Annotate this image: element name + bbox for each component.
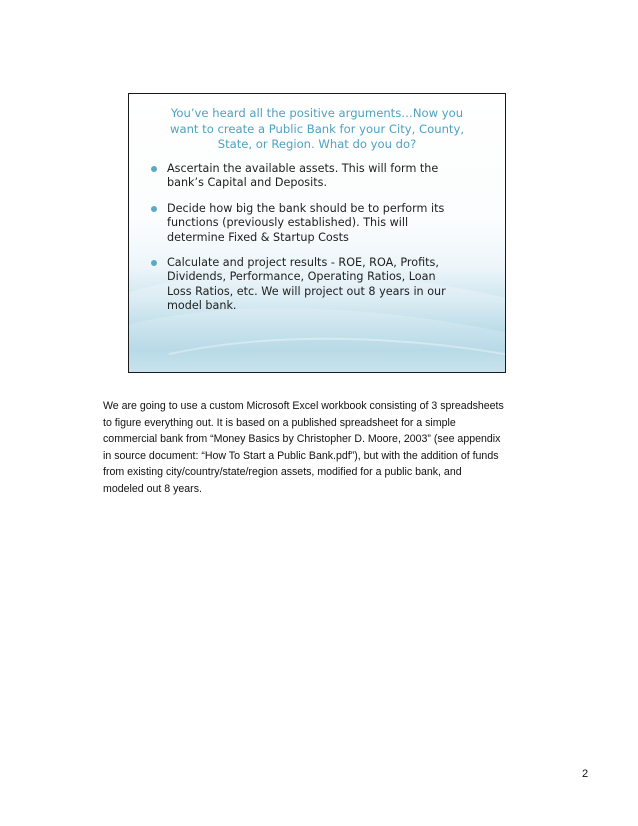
body-line: modeled out 8 years. — [103, 482, 202, 495]
bullet-line: bank’s Capital and Deposits. — [167, 176, 328, 190]
body-line: commercial bank from “Money Basics by Christopher D. Moore, 2003” (see appendix — [103, 433, 501, 446]
slide-title-line: want to create a Public Bank for your City, County, — [169, 121, 465, 136]
bullet-line: Decide how big the bank should be to perform its — [167, 201, 445, 215]
bullet-line: Loss Ratios, etc. We will project out 8 years in our — [167, 284, 446, 298]
bullet-text — [167, 202, 499, 245]
body-line: in source document: “How To Start a Public Bank.pdf”), but with the addition of funds — [103, 449, 499, 462]
slide-bullet — [149, 162, 499, 191]
slide-bullet — [149, 256, 499, 314]
slide-bullet — [149, 202, 499, 245]
body-paragraph — [103, 398, 543, 498]
bullet-dot-icon — [151, 260, 157, 266]
slide-title-line: State, or Region. What do you do? — [217, 137, 417, 151]
bullet-line: model bank. — [167, 299, 237, 313]
bullet-text — [167, 256, 499, 314]
bullet-dot-icon — [151, 166, 157, 172]
body-line: We are going to use a custom Microsoft Excel workbook consisting of 3 spreadsheets — [103, 400, 504, 412]
bullet-line: Calculate and project results - ROE, ROA, Profits, — [167, 256, 439, 270]
bullet-dot-icon — [151, 206, 157, 212]
bullet-text — [167, 162, 499, 191]
slide-bullet-list — [149, 162, 499, 325]
body-line: to figure everything out. It is based on a published spreadsheet for a simple — [103, 416, 456, 429]
slide-title-line: You’ve heard all the positive arguments…Now you — [170, 106, 464, 120]
body-line: from existing city/country/state/region assets, modified for a public bank, and — [103, 466, 462, 479]
slide-image — [128, 93, 506, 373]
bullet-line: Dividends, Performance, Operating Ratios, Loan — [167, 270, 436, 284]
slide-title — [129, 106, 505, 153]
bullet-line: Ascertain the available assets. This will form the — [167, 162, 439, 175]
bullet-line: determine Fixed & Startup Costs — [167, 230, 349, 244]
bullet-line: functions (previously established). This will — [167, 216, 409, 230]
page-number: 2 — [582, 768, 589, 780]
